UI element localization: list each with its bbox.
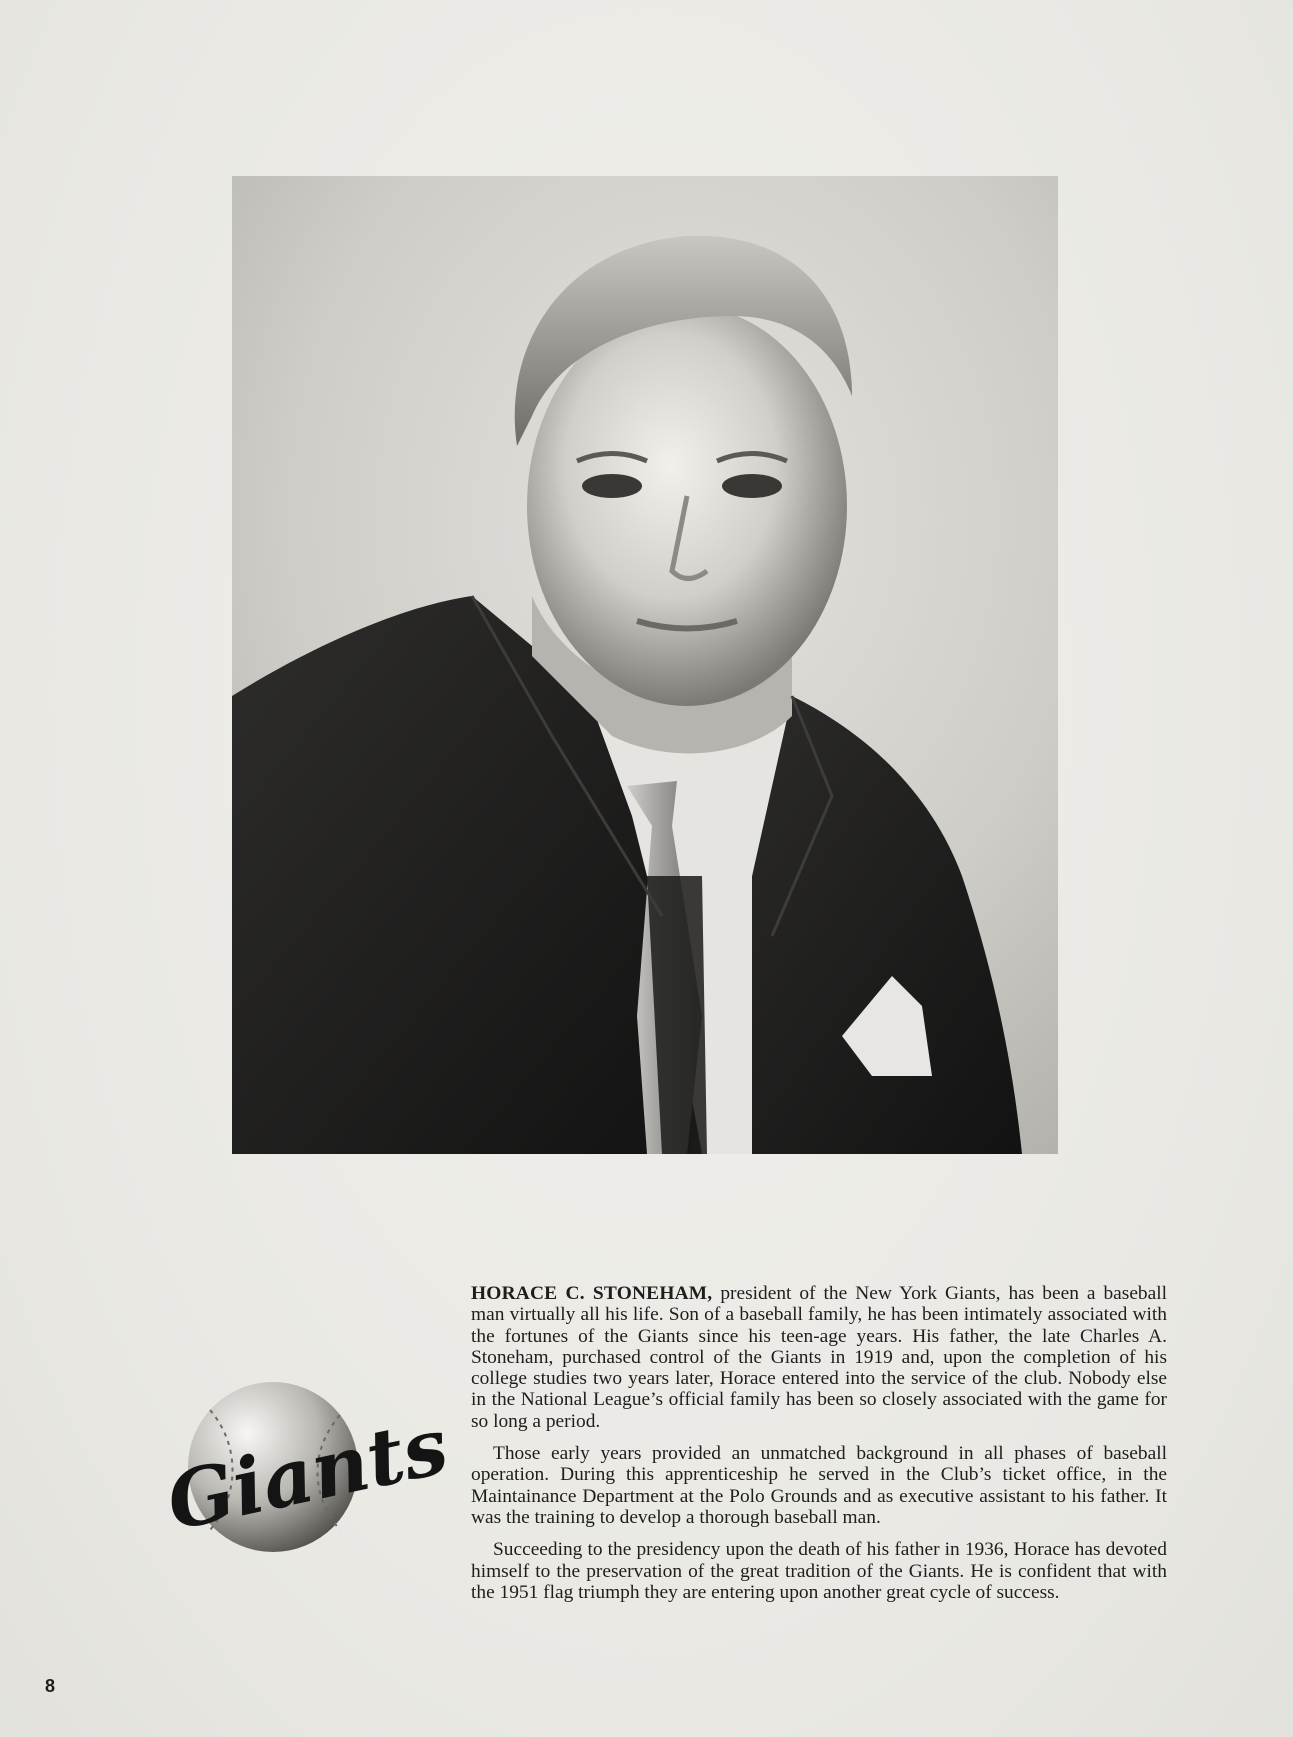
bio-paragraph-1-text: president of the New York Giants, has been a baseball man virtually all his life. Son of a baseball family, he has been intimately associated with the fortunes of the Giants since his teen-age years. His father, the late Charles A. Stoneham, purchased control of the Giants in 1919 and, upon the completion of his college studies two years later, Horace entered into the service of the club. Nobody else in the National League’s official family has been so closely associated with the game for so long a period.	[471, 1283, 1167, 1432]
page-number: 8	[45, 1676, 56, 1696]
bio-paragraph-2: Those early years provided an unmatched background in all phases of baseball operation. During this apprenticeship he served in the Club’s ticket office, in the Maintainance Department at the Polo Grounds and as executive assistant to his father. It was the training to develop a thorough baseball man.	[471, 1443, 1167, 1528]
logo-wordmark: Giants	[159, 1400, 456, 1549]
giants-logo	[155, 1375, 456, 1570]
bio-paragraph-1	[471, 1283, 1167, 1432]
subject-name: HORACE C. STONEHAM,	[471, 1283, 713, 1304]
portrait-photo	[232, 176, 1058, 1154]
bio-text	[471, 1283, 1167, 1614]
bio-paragraph-3: Succeeding to the presidency upon the death of his father in 1936, Horace has devoted himself to the preservation of the great tradition of the Giants. He is confident that with the 1951 flag triumph they are entering upon another great cycle of success.	[471, 1539, 1167, 1603]
